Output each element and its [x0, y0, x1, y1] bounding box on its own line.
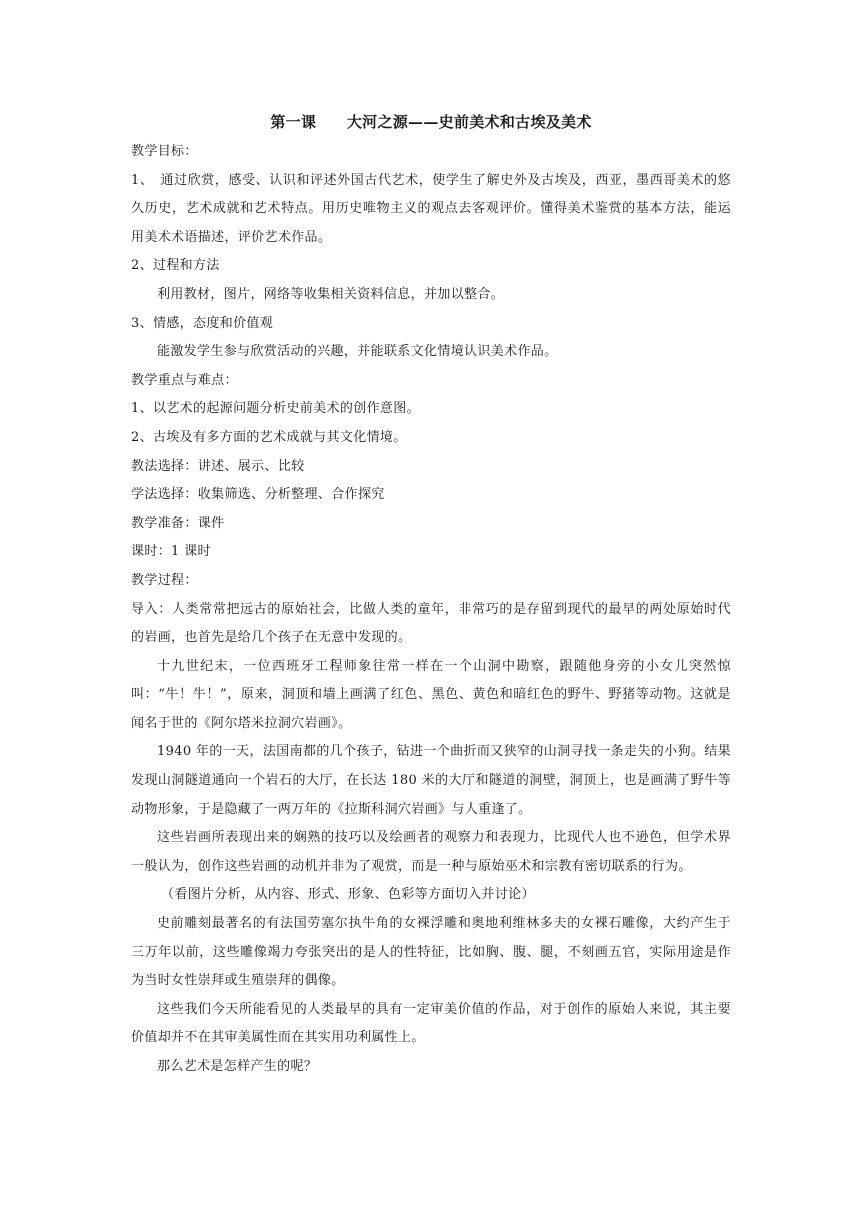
learning-method: 学法选择：收集筛选、分析整理、合作探究: [131, 487, 385, 503]
cave-art-paragraph: 这些岩画所表现出来的娴熟的技巧以及绘画者的观察力和表现力，比现代人也不逊色，但学术界一般认为，创作这些岩画的动机并非为了观赏，而是一种与原始巫术和宗教有密切联系的行为。: [131, 830, 731, 874]
prehistoric-sculpture-paragraph: 史前雕刻最著名的有法国劳塞尔执牛角的女裸浮雕和奥地利维林多夫的女裸石雕像，大约产生于三万年以前，这些雕像竭力夸张突出的是人的性特征，比如胸、腹、腿，不刻画五官，实际用途是作为当时女性崇拜或生殖崇拜的偶像。: [131, 916, 731, 989]
closing-question: 那么艺术是怎样产生的呢？: [157, 1059, 318, 1074]
discussion-note: （看图片分析，从内容、形式、形象、色彩等方面切入并讨论）: [161, 887, 535, 903]
class-hours: 课时：1 课时: [131, 544, 211, 560]
aesthetic-value-paragraph: 这些我们今天所能看见的人类最早的具有一定审美价值的作品，对于创作的原始人来说，其主要价值却并不在其审美属性而在其实用功利属性上。: [131, 1001, 731, 1046]
teaching-process-heading: 教学过程：: [131, 572, 198, 588]
teaching-preparation: 教学准备：课件: [131, 515, 225, 531]
teaching-method: 教法选择：讲述、展示、比较: [131, 458, 305, 474]
objective-2-heading: 2、过程和方法: [131, 258, 220, 274]
lesson-title: 第一课 大河之源——史前美术和古埃及美术: [270, 113, 592, 131]
objective-1-text: 1、 通过欣赏，感受、认识和评述外国古代艺术，使学生了解史外及古埃及，西亚，墨西哥美术的悠久历史，艺术成就和艺术特点。用历史唯物主义的观点去客观评价。懂得美术鉴赏的基本方法，能运用美术术语描述，评价艺术作品。: [131, 172, 731, 245]
objective-3-heading: 3、情感，态度和价值观: [131, 315, 274, 331]
objective-2-text: 利用教材，图片，网络等收集相关资料信息，并加以整合。: [157, 286, 505, 302]
objective-3-text: 能激发学生参与欣赏活动的兴趣，并能联系文化情境认识美术作品。: [157, 344, 558, 360]
teaching-objectives-heading: 教学目标：: [131, 144, 198, 159]
lascaux-paragraph: 1940 年的一天，法国南都的几个孩子，钻进一个曲折而又狭窄的山洞寻找一条走失的小狗。结果发现山洞隧道通向一个岩石的大厅，在长达 180 米的大厅和隧道的洞壁，洞顶上，也是画满了野牛等动物形象，于是隐藏了一两万年的《拉斯科洞穴岩画》与人重逢了。: [131, 744, 731, 817]
introduction-paragraph: 导入：人类常常把远古的原始社会，比做人类的童年，非常巧的是存留到现代的最早的两处原始时代的岩画，也首先是给几个孩子在无意中发现的。: [131, 601, 731, 646]
document-body: [131, 110, 731, 1082]
altamira-paragraph: 十九世纪末，一位西班牙工程师象往常一样在一个山洞中勘察，跟随他身旁的小女儿突然惊叫：“牛！牛！”，原来，洞顶和墙上画满了红色、黑色、黄色和暗红色的野牛、野猪等动物。这就是闻名于世的《阿尔塔米拉洞穴岩画》。: [131, 658, 731, 731]
key-points-heading: 教学重点与难点：: [131, 372, 238, 388]
key-point-2: 2、古埃及有多方面的艺术成就与其文化情境。: [131, 429, 407, 445]
key-point-1: 1、以艺术的起源问题分析史前美术的创作意图。: [131, 401, 420, 417]
